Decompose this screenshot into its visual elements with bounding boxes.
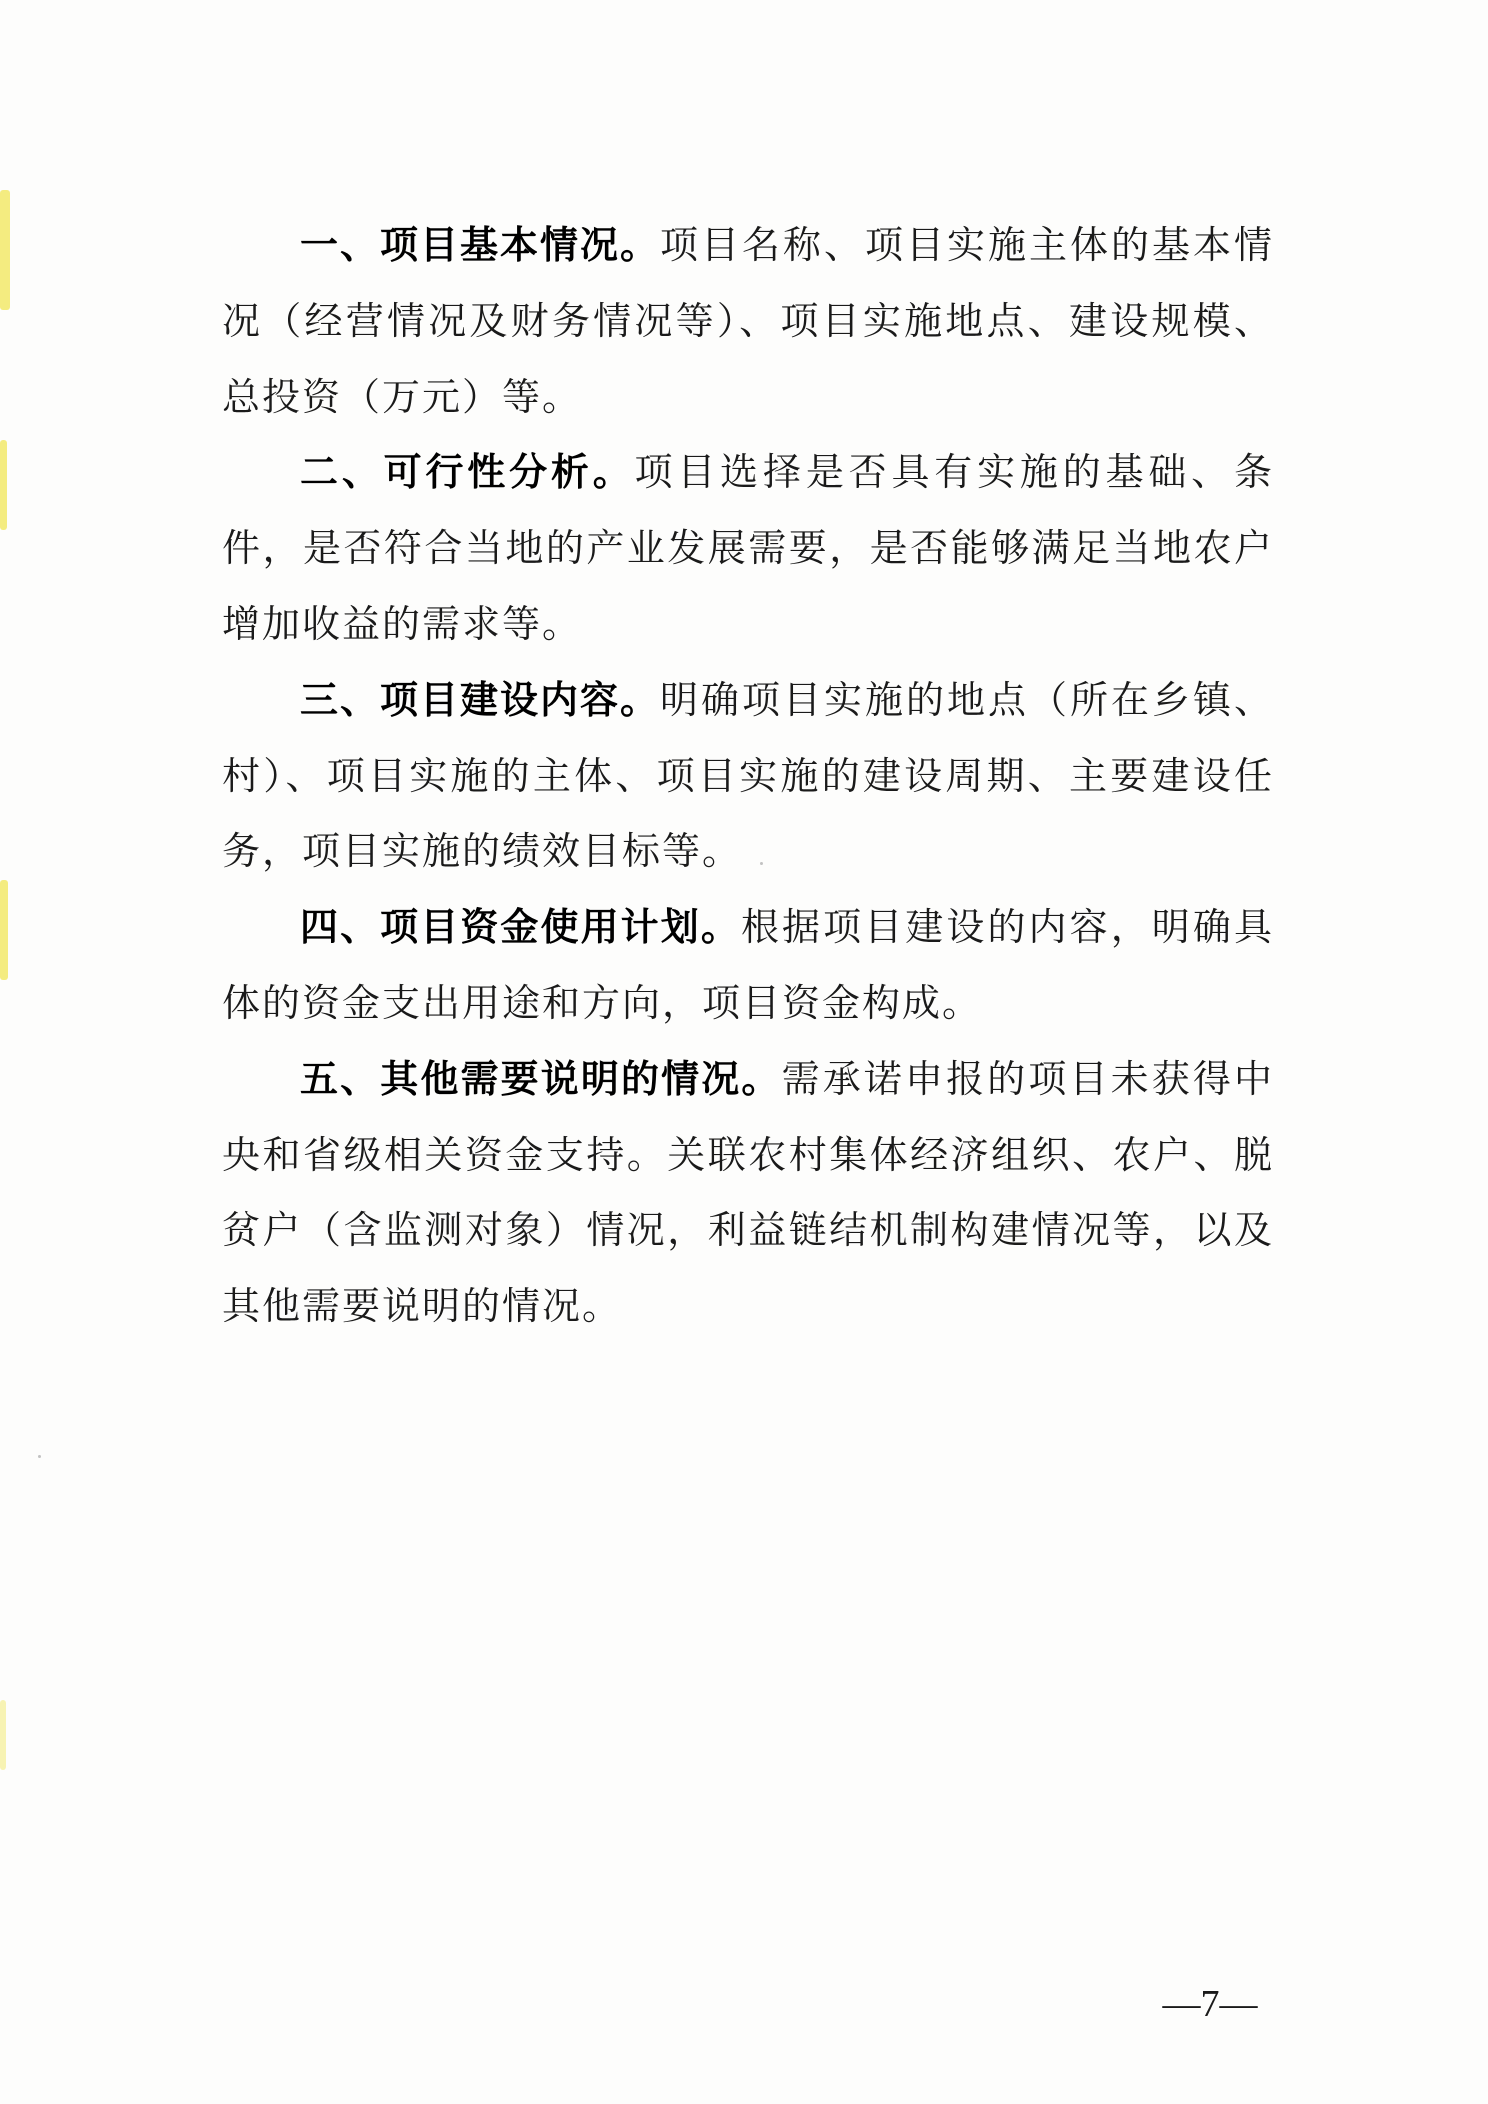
paragraph-text: 项目选择是否具有实施的基础、条件，是否符合当地的产业发展需要，是否能够满足当地农户增加收益的需求等。 (222, 450, 1274, 646)
paragraph-text: 需承诺申报的项目未获得中央和省级相关资金支持。关联农村集体经济组织、农户、脱贫户（含监测对象）情况，利益链结机制构建情况等，以及其他需要说明的情况。 (222, 1056, 1274, 1329)
page-number: —7— (1162, 1983, 1258, 2025)
document-body (222, 208, 1274, 1345)
paragraph-heading: 五、其他需要说明的情况。 (300, 1056, 782, 1101)
margin-highlight-mark (0, 190, 10, 310)
margin-highlight-mark (0, 880, 8, 980)
paragraph-heading: 二、可行性分析。 (300, 450, 635, 495)
paragraph-other-notes (222, 1042, 1274, 1345)
scan-speck (38, 1455, 41, 1458)
paragraph-heading: 四、项目资金使用计划。 (300, 905, 741, 950)
paragraph-heading: 一、项目基本情况。 (300, 223, 660, 267)
paragraph-text: 根据项目建设的内容，明确具体的资金支出用途和方向，项目资金构成。 (222, 905, 1274, 1025)
paragraph-text: 项目名称、项目实施主体的基本情况（经营情况及财务情况等）、项目实施地点、建设规模、总投资（万元）等。 (222, 223, 1274, 419)
paragraph-heading: 三、项目建设内容。 (300, 677, 660, 722)
margin-highlight-mark (0, 1700, 6, 1770)
paragraph-construction-content (222, 663, 1274, 890)
paragraph-funding-plan (222, 890, 1274, 1042)
paragraph-text: 明确项目实施的地点（所在乡镇、村）、项目实施的主体、项目实施的建设周期、主要建设任务，项目实施的绩效目标等。 (222, 677, 1274, 874)
paragraph-feasibility (222, 435, 1274, 662)
paragraph-project-basics (222, 208, 1274, 435)
margin-highlight-mark (0, 440, 7, 530)
